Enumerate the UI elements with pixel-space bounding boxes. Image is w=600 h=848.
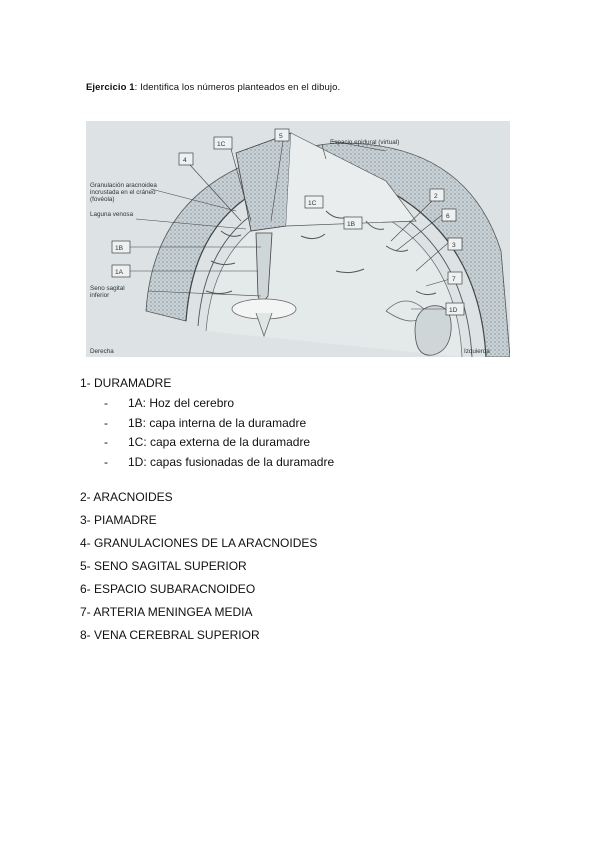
bullet-dash: -: [104, 435, 108, 449]
svg-text:7: 7: [452, 276, 456, 283]
svg-text:5: 5: [279, 133, 283, 140]
label-box-7: [448, 272, 462, 284]
meninges-diagram: [86, 121, 510, 357]
arachnoid-granulation-label-1: Granulación aracnoidea: [90, 182, 157, 189]
svg-text:1D: 1D: [449, 307, 458, 314]
bullet-dash: -: [104, 416, 108, 430]
inferior-sagittal-sinus-label-2: inferior: [90, 292, 110, 299]
answer-espacio-subaracnoideo: 6- ESPACIO SUBARACNOIDEO: [80, 582, 256, 596]
label-box-4: [179, 153, 193, 165]
answer-granulaciones: 4- GRANULACIONES DE LA ARACNOIDES: [80, 536, 318, 550]
side-left-label: Izquierda: [464, 348, 490, 355]
label-box-1c-top: [214, 137, 232, 149]
bullet-dash: -: [104, 396, 108, 410]
label-box-1d: [446, 303, 464, 315]
answer-sub-text: 1A: Hoz del cerebro: [128, 396, 235, 410]
svg-text:1C: 1C: [217, 141, 226, 148]
svg-text:3: 3: [452, 242, 456, 249]
svg-text:4: 4: [183, 157, 187, 164]
label-box-2: [430, 189, 444, 201]
epidural-space-label: Espacio epidural (virtual): [330, 139, 400, 146]
label-box-1b-right: [344, 217, 362, 229]
exercise-text: : Identifica los números planteados en el dibujo.: [134, 82, 341, 93]
answer-aracnoides: 2- ARACNOIDES: [80, 490, 173, 504]
meninges-illustration: [86, 121, 510, 357]
exercise-label: Ejercicio 1: [86, 82, 135, 93]
svg-text:1C: 1C: [308, 200, 317, 207]
bullet-dash: -: [104, 455, 108, 469]
answer-duramadre: 1- DURAMADRE: [80, 376, 172, 390]
label-box-1a: [112, 265, 130, 277]
side-right-label: Derecha: [90, 348, 114, 355]
svg-text:1B: 1B: [115, 245, 124, 252]
answer-seno-sagital: 5- SENO SAGITAL SUPERIOR: [80, 559, 247, 573]
arachnoid-granulation-label-2: incrustada en el cráneo: [90, 189, 156, 196]
label-box-1b-left: [112, 241, 130, 253]
label-box-6: [442, 209, 456, 221]
svg-text:1B: 1B: [347, 221, 356, 228]
label-box-1c-mid: [305, 196, 323, 208]
arachnoid-granulation-label-3: (fovéola): [90, 196, 115, 203]
answer-piamadre: 3- PIAMADRE: [80, 513, 157, 527]
answer-sub-text: 1D: capas fusionadas de la duramadre: [128, 455, 335, 469]
answer-arteria-meningea: 7- ARTERIA MENINGEA MEDIA: [80, 605, 253, 619]
exercise-instruction: [86, 82, 340, 93]
venous-lacuna-label: Laguna venosa: [90, 211, 134, 218]
label-box-5: [275, 129, 289, 141]
answer-sub-text: 1C: capa externa de la duramadre: [128, 435, 311, 449]
inferior-sagittal-sinus-label-1: Seno sagital: [90, 285, 125, 292]
answer-sub-text: 1B: capa interna de la duramadre: [128, 416, 307, 430]
svg-text:1A: 1A: [115, 269, 124, 276]
label-box-3: [448, 238, 462, 250]
answer-vena-cerebral: 8- VENA CEREBRAL SUPERIOR: [80, 628, 260, 642]
svg-text:6: 6: [446, 213, 450, 220]
svg-text:2: 2: [434, 193, 438, 200]
